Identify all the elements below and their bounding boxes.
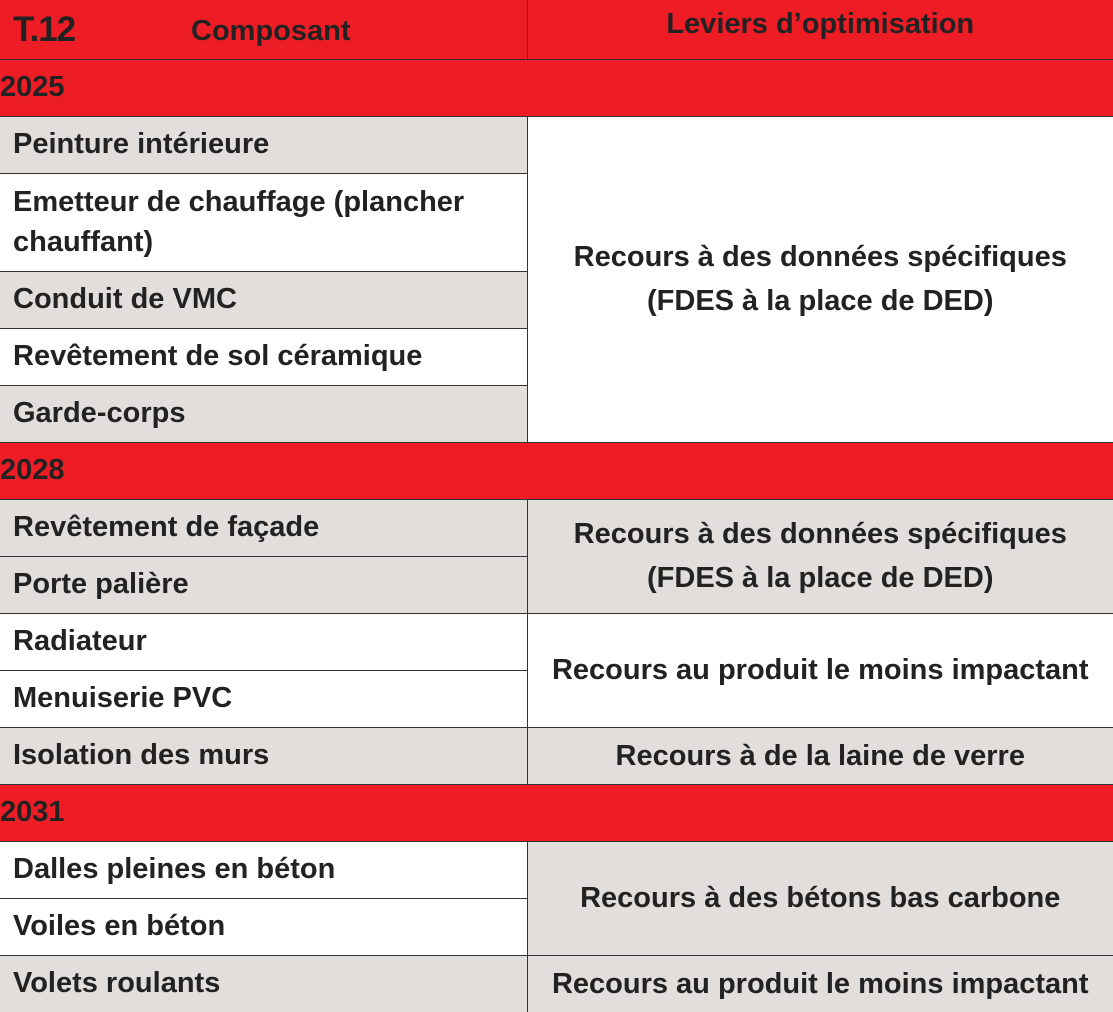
component-cell: Isolation des murs [0,727,527,784]
component-cell: Dalles pleines en béton [0,841,527,898]
lever-line: (FDES à la place de DED) [528,279,1113,323]
year-row-2031 [0,784,1113,841]
lever-cell: Recours au produit le moins impactant [527,955,1113,1012]
component-cell: Volets roulants [0,955,527,1012]
lever-line: (FDES à la place de DED) [528,556,1113,600]
table-row [0,499,1113,556]
table-row [0,841,1113,898]
year-row-2025 [0,59,1113,116]
lever-cell: Recours à des bétons bas carbone [527,841,1113,955]
lever-line: Recours à des données spécifiques [574,518,1067,550]
lever-line: Recours à des données spécifiques [574,241,1067,273]
component-cell: Menuiserie PVC [0,670,527,727]
component-cell: Conduit de VMC [0,271,527,328]
lever-cell: Recours au produit le moins impactant [527,613,1113,727]
component-cell: Peinture intérieure [0,116,527,173]
table-id: T.12 [13,10,75,50]
table-header-row [0,0,1113,59]
lever-cell [527,116,1113,442]
year-row-2028 [0,442,1113,499]
component-cell: Revêtement de sol céramique [0,328,527,385]
column-title-component: Composant [191,15,351,48]
table-row [0,116,1113,173]
header-component-cell [0,0,527,59]
lever-cell: Recours à de la laine de verre [527,727,1113,784]
table-row [0,955,1113,1012]
year-label: 2031 [0,784,1113,841]
table-row [0,613,1113,670]
column-title-levers: Leviers d’optimisation [527,0,1113,59]
year-label: 2028 [0,442,1113,499]
component-cell: Porte palière [0,556,527,613]
component-cell: Emetteur de chauffage (plancher chauffant) [0,173,527,271]
year-label: 2025 [0,59,1113,116]
lever-cell [527,499,1113,613]
component-cell: Revêtement de façade [0,499,527,556]
component-cell: Voiles en béton [0,898,527,955]
component-cell: Radiateur [0,613,527,670]
table-row [0,727,1113,784]
component-cell: Garde-corps [0,385,527,442]
